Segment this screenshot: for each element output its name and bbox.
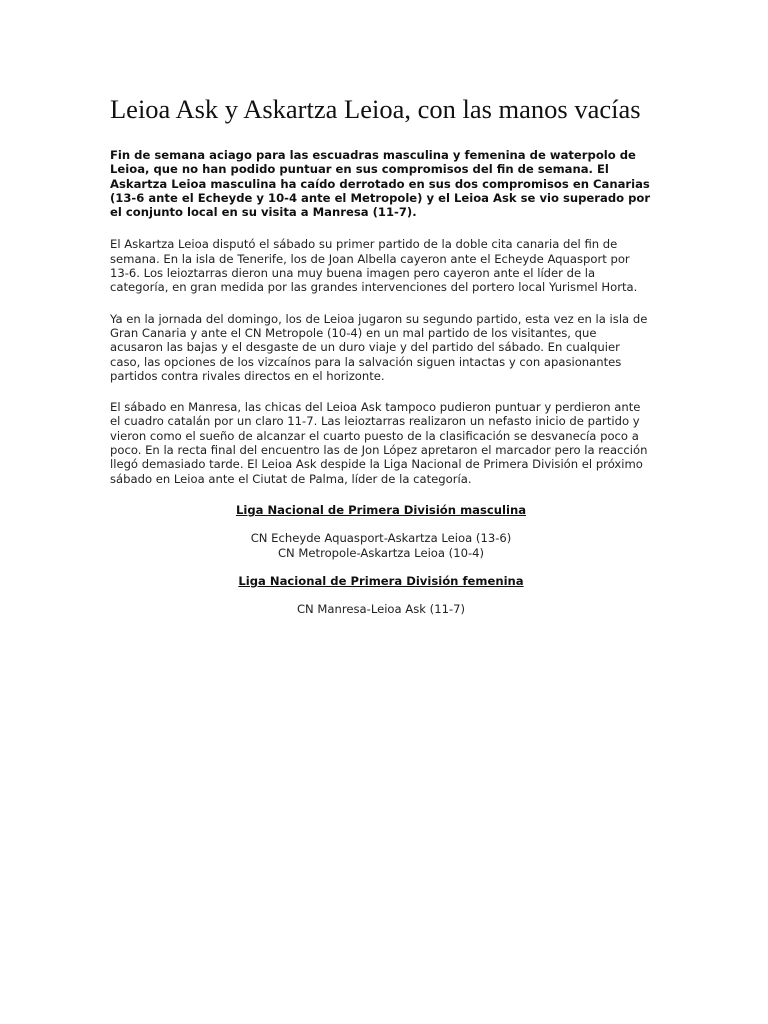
- article-title: Leioa Ask y Askartza Leioa, con las manos vacías: [110, 94, 641, 124]
- article-lead: Fin de semana aciago para las escuadras masculina y femenina de waterpolo de Leioa, que no han podido puntuar en sus compromisos del fin de semana. El Askartza Leioa masculina ha caído derrotado en sus dos compromisos en Canarias (13-6 ante el Echeyde y 10-4 ante el Metropole) y el Leioa Ask se vio superado por el conjunto local en su visita a Manresa (11-7).: [110, 148, 651, 220]
- results-masculina: [110, 531, 652, 560]
- section-heading-femenina: Liga Nacional de Primera División femenina: [238, 573, 524, 588]
- result-line: CN Metropole-Askartza Leioa (10-4): [277, 545, 485, 560]
- article: [110, 92, 652, 630]
- article-paragraph: El Askartza Leioa disputó el sábado su primer partido de la doble cita canaria del fin de semana. En la isla de Tenerife, los de Joan Albella cayeron ante el Echeyde Aquasport por 13-6. Los leioztarras dieron una muy buena imagen pero cayeron ante el líder de la categoría, en gran medida por las grandes intervenciones del portero local Yurismel Horta.: [110, 237, 638, 295]
- article-paragraph: Ya en la jornada del domingo, los de Leioa jugaron su segundo partido, esta vez en la isla de Gran Canaria y ante el CN Metropole (10-4) en un mal partido de los visitantes, que acusaron las bajas y el desgaste de un duro viaje y del partido del sábado. En cualquier caso, las opciones de los vizcaínos para la salvación siguen intactas y con apasionantes partidos contra rivales directos en el horizonte.: [110, 311, 648, 383]
- result-line: CN Echeyde Aquasport-Askartza Leioa (13-6): [250, 531, 512, 546]
- result-line: CN Manresa-Leioa Ask (11-7): [296, 602, 466, 617]
- article-paragraph: El sábado en Manresa, las chicas del Leioa Ask tampoco pudieron puntuar y perdieron ante el cuadro catalán por un claro 11-7. Las leioztarras realizaron un nefasto inicio de partido y vieron como el sueño de alcanzar el cuarto puesto de la clasificación se desvanecía poco a poco. En la recta final del encuentro las de Jon López apretaron el marcador pero la reacción llegó demasiado tarde. El Leioa Ask despide la Liga Nacional de Primera División el próximo sábado en Leioa ante el Ciutat de Palma, líder de la categoría.: [110, 400, 648, 486]
- results-femenina: [110, 602, 652, 616]
- section-heading-masculina: Liga Nacional de Primera División masculina: [235, 502, 527, 517]
